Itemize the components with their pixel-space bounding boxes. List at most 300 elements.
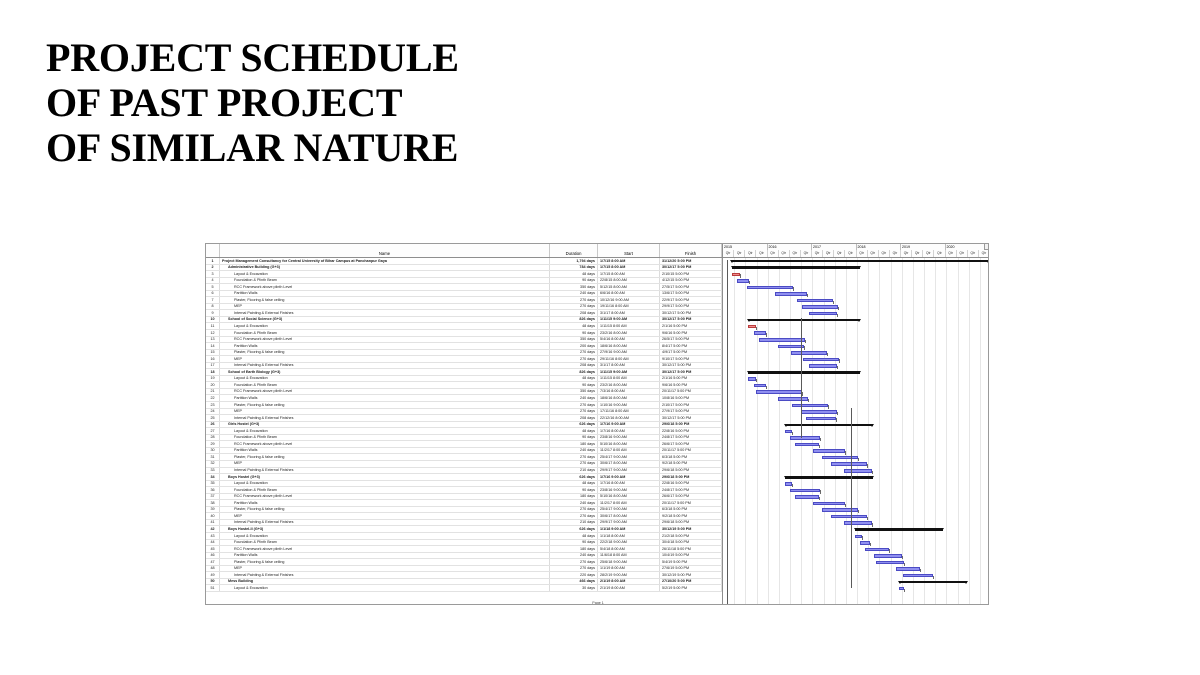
task-start-cell: 1/11/15 8:00 AM [598, 323, 660, 329]
task-id-cell: 21 [206, 389, 220, 395]
task-finish-cell: 29/9/17 5:00 PM [660, 304, 722, 310]
task-duration-cell: 270 days [550, 507, 598, 513]
task-duration-cell: 180 days [550, 494, 598, 500]
task-id-cell: 27 [206, 428, 220, 434]
timescale-quarter-label: Qtr [734, 250, 745, 257]
gantt-task-bar[interactable] [795, 495, 819, 499]
timescale-quarter-label: Qtr [768, 250, 779, 257]
task-duration-cell: 48 days [550, 376, 598, 382]
gantt-task-bar[interactable] [803, 358, 839, 362]
task-name-cell: MEP [220, 304, 550, 310]
task-start-cell: 1/7/16 9:00 AM [598, 474, 660, 480]
gantt-task-bar[interactable] [747, 286, 793, 290]
gantt-dependency-link [845, 451, 846, 454]
gantt-dependency-link [766, 333, 767, 336]
task-id-cell: 34 [206, 474, 220, 480]
task-id-cell: 50 [206, 579, 220, 585]
task-finish-cell: 24/8/17 5:00 PM [660, 435, 722, 441]
task-finish-cell: 24/8/17 5:00 PM [660, 487, 722, 493]
task-start-cell: 1/11/15 8:00 AM [598, 376, 660, 382]
task-id-cell: 25 [206, 415, 220, 421]
task-finish-cell: 27/9/17 5:00 PM [660, 409, 722, 415]
task-finish-cell: 30/12/17 5:00 PM [660, 265, 722, 271]
chart-gridline [745, 258, 746, 605]
timescale-quarter-label: Qtr [834, 250, 845, 257]
task-start-cell: 3/1/17 8:00 AM [598, 310, 660, 316]
task-finish-cell: 9/10/17 5:00 PM [660, 356, 722, 362]
gantt-task-bar[interactable] [822, 508, 858, 512]
gantt-summary-bar[interactable] [855, 528, 943, 531]
task-finish-cell: 2/1/16 5:00 PM [660, 376, 722, 382]
gantt-dependency-link [838, 307, 839, 310]
gantt-summary-spine [727, 260, 728, 604]
gantt-task-bar[interactable] [797, 299, 833, 303]
chart-gridline [868, 258, 869, 605]
task-name-cell: Layout & Excavation [220, 533, 550, 539]
task-name-cell: Internal Painting & External Finishes [220, 468, 550, 474]
task-duration-cell: 90 days [550, 487, 598, 493]
chart-gridline [902, 258, 903, 605]
chart-gridline [891, 258, 892, 605]
task-id-cell: 16 [206, 356, 220, 362]
gantt-dependency-link [792, 484, 793, 487]
chart-gridline [913, 258, 914, 605]
task-finish-cell: 9/2/18 5:00 PM [660, 461, 722, 467]
task-start-cell: 5/10/16 8:00 AM [598, 494, 660, 500]
task-duration-cell: 220 days [550, 572, 598, 578]
task-name-cell: MEP [220, 513, 550, 519]
task-start-cell: 11/6/18 8:00 AM [598, 553, 660, 559]
timescale-quarter-label: Qtr [823, 250, 834, 257]
task-name-cell: MEP [220, 409, 550, 415]
task-start-cell: 5/4/18 8:00 AM [598, 546, 660, 552]
task-finish-cell: 20/11/17 5:00 PM [660, 448, 722, 454]
chart-gridline [812, 258, 813, 605]
gantt-dependency-link [833, 301, 834, 304]
gantt-dependency-link [820, 490, 821, 493]
task-name-cell: Plaster, Flooring & false ceiling [220, 559, 550, 565]
task-duration-cell: 350 days [550, 389, 598, 395]
task-start-cell: 19/11/16 8:00 AM [598, 304, 660, 310]
task-finish-cell: 8/4/17 5:00 PM [660, 343, 722, 349]
task-name-cell: MEP [220, 566, 550, 572]
timescale-year-label: 2015 [723, 244, 768, 250]
task-id-cell: 49 [206, 572, 220, 578]
task-start-cell: 23/8/16 9:00 AM [598, 487, 660, 493]
task-name-cell: RCC Framework above plinth Level [220, 546, 550, 552]
task-id-cell: 18 [206, 369, 220, 375]
task-id-cell: 22 [206, 395, 220, 401]
task-duration-cell: 240 days [550, 553, 598, 559]
chart-gridline [946, 258, 947, 605]
task-duration-cell: 626 days [550, 422, 598, 428]
task-start-cell: 5/10/16 8:00 AM [598, 441, 660, 447]
task-start-cell: 1/7/15 8:00 AM [598, 265, 660, 271]
task-start-cell: 29/9/17 9:00 AM [598, 520, 660, 526]
task-id-cell: 4 [206, 278, 220, 284]
task-finish-cell: 26/11/18 5:00 PM [660, 546, 722, 552]
gantt-summary-bar[interactable] [732, 266, 860, 269]
task-finish-cell: 2/10/15 5:00 PM [660, 271, 722, 277]
column-header-finish: Finish [660, 244, 722, 257]
task-duration-cell: 270 days [550, 409, 598, 415]
page-title-line: PROJECT SCHEDULE [46, 35, 459, 80]
task-start-cell: 18/6/16 8:00 AM [598, 343, 660, 349]
task-duration-cell: 48 days [550, 323, 598, 329]
chart-gridline [757, 258, 758, 605]
task-finish-cell: 6/3/18 5:00 PM [660, 507, 722, 513]
task-finish-cell: 9/6/16 5:00 PM [660, 330, 722, 336]
gantt-dependency-link [837, 314, 838, 317]
task-id-cell: 29 [206, 441, 220, 447]
task-name-cell: Internal Painting & External Finishes [220, 310, 550, 316]
task-id-cell: 26 [206, 422, 220, 428]
task-id-cell: 47 [206, 559, 220, 565]
gantt-dependency-link [808, 399, 809, 402]
timescale-quarter-label: Qtr [857, 250, 868, 257]
gantt-task-bar[interactable] [860, 541, 870, 545]
task-finish-cell: 26/5/17 5:00 PM [660, 337, 722, 343]
task-name-cell: Mess Building [220, 579, 550, 585]
task-id-cell: 48 [206, 566, 220, 572]
task-name-cell: RCC Framework above plinth Level [220, 389, 550, 395]
task-id-cell: 42 [206, 526, 220, 532]
task-finish-cell: 27/5/17 5:00 PM [660, 284, 722, 290]
task-finish-cell: 30/12/17 5:00 PM [660, 415, 722, 421]
task-name-cell: Foundation & Plinth Beam [220, 382, 550, 388]
task-id-cell: 32 [206, 461, 220, 467]
task-finish-cell: 2/1/16 5:00 PM [660, 323, 722, 329]
task-start-cell: 29/11/16 8:00 AM [598, 356, 660, 362]
gantt-task-bar[interactable] [791, 351, 827, 355]
task-id-cell: 7 [206, 297, 220, 303]
timescale-quarter-label: Qtr [901, 250, 912, 257]
task-start-cell: 1/11/15 9:00 AM [598, 317, 660, 323]
task-name-cell: Foundation & Plinth Beam [220, 330, 550, 336]
task-start-cell: 17/11/16 8:00 AM [598, 409, 660, 415]
page-title [46, 36, 686, 170]
gantt-dependency-link [756, 379, 757, 382]
gantt-summary-spine [801, 318, 802, 438]
task-id-cell: 36 [206, 487, 220, 493]
gantt-task-bar[interactable] [748, 377, 756, 381]
chart-gridline [846, 258, 847, 605]
task-start-cell: 18/6/16 8:00 AM [598, 395, 660, 401]
task-name-cell: Plaster, Flooring & false ceiling [220, 402, 550, 408]
task-id-cell: 43 [206, 533, 220, 539]
task-name-cell: Plaster, Flooring & false ceiling [220, 297, 550, 303]
timescale-quarter-label: Qtr [779, 250, 790, 257]
task-start-cell: 1/7/16 8:00 AM [598, 428, 660, 434]
task-duration-cell: 48 days [550, 533, 598, 539]
task-name-cell: MEP [220, 461, 550, 467]
chart-gridline [857, 258, 858, 605]
gantt-dependency-link [845, 504, 846, 507]
gantt-task-bar[interactable] [876, 561, 904, 565]
task-name-cell: RCC Framework above plinth Level [220, 337, 550, 343]
task-duration-cell: 466 days [550, 579, 598, 585]
gantt-bars-area [722, 258, 989, 605]
task-name-cell: Foundation & Plinth Beam [220, 540, 550, 546]
task-id-cell: 6 [206, 291, 220, 297]
gantt-task-bar[interactable] [737, 279, 749, 283]
column-header-duration: Duration [550, 244, 598, 257]
timescale-quarter-label: Qtr [957, 250, 968, 257]
task-finish-cell: 20/11/17 5:00 PM [660, 500, 722, 506]
page-title-line: OF SIMILAR NATURE [46, 124, 459, 170]
task-name-cell: Plaster, Flooring & false ceiling [220, 350, 550, 356]
task-id-cell: 20 [206, 382, 220, 388]
gantt-dependency-link [904, 563, 905, 566]
task-name-cell: Partition Walls [220, 343, 550, 349]
task-duration-cell: 626 days [550, 526, 598, 532]
task-id-cell: 45 [206, 546, 220, 552]
task-id-cell: 23 [206, 402, 220, 408]
task-name-cell: Boys Hostel-II (G+3) [220, 526, 550, 532]
task-duration-cell: 826 days [550, 369, 598, 375]
task-id-cell: 14 [206, 343, 220, 349]
chart-gridline [835, 258, 836, 605]
gantt-task-bar[interactable] [754, 384, 766, 388]
task-finish-cell: 21/2/18 5:00 PM [660, 533, 722, 539]
task-name-cell: Layout & Excavation [220, 376, 550, 382]
task-duration-cell: 210 days [550, 520, 598, 526]
task-duration-cell: 270 days [550, 566, 598, 572]
task-start-cell: 6/6/16 8:00 AM [598, 291, 660, 297]
task-finish-cell: 20/11/17 5:00 PM [660, 389, 722, 395]
gantt-task-bar[interactable] [831, 515, 867, 519]
timescale-quarter-label: Qtr [912, 250, 923, 257]
gantt-dependency-link [902, 556, 903, 559]
task-name-cell: Foundation & Plinth Beam [220, 278, 550, 284]
task-duration-cell: 270 days [550, 350, 598, 356]
task-finish-cell: 9/6/16 5:00 PM [660, 382, 722, 388]
gantt-task-bar[interactable] [759, 338, 805, 342]
gantt-dependency-link [827, 353, 828, 356]
task-name-cell: Administrative Building (G+3) [220, 265, 550, 271]
task-id-cell: 11 [206, 323, 220, 329]
task-finish-cell: 5/2/19 5:00 PM [660, 585, 722, 591]
gantt-summary-bar[interactable] [731, 260, 989, 263]
gantt-task-bar[interactable] [748, 325, 756, 329]
gantt-dependency-link [820, 438, 821, 441]
task-duration-cell: 350 days [550, 284, 598, 290]
task-finish-cell: 29/6/18 5:00 PM [660, 422, 722, 428]
gantt-task-bar[interactable] [844, 521, 872, 525]
task-id-cell: 46 [206, 553, 220, 559]
task-name-cell: Plaster, Flooring & false ceiling [220, 507, 550, 513]
chart-gridline [969, 258, 970, 605]
gantt-summary-bar[interactable] [899, 581, 967, 584]
gantt-task-bar[interactable] [801, 410, 837, 414]
task-id-cell: 31 [206, 454, 220, 460]
gantt-summary-bar[interactable] [785, 476, 873, 479]
task-finish-cell: 22/8/16 5:00 PM [660, 428, 722, 434]
task-duration-cell: 208 days [550, 363, 598, 369]
task-finish-cell: 31/12/20 5:00 PM [660, 258, 722, 264]
timescale-quarter-label: Qtr [890, 250, 901, 257]
gantt-task-bar[interactable] [790, 436, 820, 440]
task-start-cell: 5/4/16 8:00 AM [598, 337, 660, 343]
timescale-quarter-label: Qtr [845, 250, 856, 257]
task-start-cell: 27/9/16 9:00 AM [598, 350, 660, 356]
task-start-cell: 25/4/17 9:00 AM [598, 507, 660, 513]
chart-gridline [779, 258, 780, 605]
timescale-year-label: 2020 [946, 244, 990, 250]
task-name-cell: School of Social Science (G+3) [220, 317, 550, 323]
task-finish-cell: 29/6/18 5:00 PM [660, 468, 722, 474]
task-name-cell: Layout & Excavation [220, 428, 550, 434]
task-finish-cell: 4/12/15 5:00 PM [660, 278, 722, 284]
task-finish-cell: 27/10/20 5:00 PM [660, 579, 722, 585]
gantt-dependency-link [749, 281, 750, 284]
task-start-cell: 25/4/17 9:00 AM [598, 454, 660, 460]
gantt-task-bar[interactable] [855, 535, 862, 539]
gantt-summary-bar[interactable] [748, 371, 860, 374]
gantt-task-bar[interactable] [778, 397, 808, 401]
timescale-quarter-label: Qtr [979, 250, 989, 257]
gantt-task-bar[interactable] [809, 364, 837, 368]
timescale-quarter-label: Qtr [968, 250, 979, 257]
task-id-cell: 41 [206, 520, 220, 526]
task-finish-cell: 22/8/16 5:00 PM [660, 481, 722, 487]
task-duration-cell: 270 days [550, 454, 598, 460]
gantt-task-bar[interactable] [775, 292, 807, 296]
task-duration-cell: 270 days [550, 559, 598, 565]
gantt-task-bar[interactable] [795, 443, 819, 447]
gantt-task-bar[interactable] [802, 305, 838, 309]
task-table [206, 258, 722, 592]
task-id-cell: 8 [206, 304, 220, 310]
chart-gridline [980, 258, 981, 605]
gantt-task-bar[interactable] [813, 502, 845, 506]
timescale-year-label: 2017 [812, 244, 857, 250]
gantt-task-bar[interactable] [785, 482, 792, 486]
task-finish-cell: 6/3/18 5:00 PM [660, 454, 722, 460]
task-id-cell: 40 [206, 513, 220, 519]
gantt-dependency-link [872, 523, 873, 526]
task-start-cell: 22/12/16 8:00 AM [598, 415, 660, 421]
gantt-dependency-link [793, 287, 794, 290]
task-id-cell: 19 [206, 376, 220, 382]
gantt-dependency-link [740, 274, 741, 277]
task-duration-cell: 240 days [550, 448, 598, 454]
gantt-task-bar[interactable] [822, 456, 858, 460]
task-start-cell: 1/7/16 8:00 AM [598, 481, 660, 487]
gantt-task-bar[interactable] [732, 273, 740, 277]
gantt-task-bar[interactable] [785, 430, 792, 434]
table-row[interactable] [206, 585, 722, 592]
task-duration-cell: 270 days [550, 297, 598, 303]
task-start-cell: 10/12/16 9:00 AM [598, 297, 660, 303]
task-start-cell: 1/11/15 9:00 AM [598, 369, 660, 375]
gantt-task-bar[interactable] [896, 567, 920, 571]
task-duration-cell: 270 days [550, 513, 598, 519]
timescale-quarter-label: Qtr [923, 250, 934, 257]
task-finish-cell: 2/10/17 5:00 PM [660, 402, 722, 408]
gantt-dependency-link [792, 432, 793, 435]
task-id-cell: 10 [206, 317, 220, 323]
task-name-cell: Foundation & Plinth Beam [220, 435, 550, 441]
task-start-cell: 25/6/18 9:00 AM [598, 559, 660, 565]
task-id-cell: 12 [206, 330, 220, 336]
task-id-cell: 39 [206, 507, 220, 513]
gantt-task-bar[interactable] [865, 548, 889, 552]
task-duration-cell: 784 days [550, 265, 598, 271]
task-duration-cell: 200 days [550, 343, 598, 349]
task-name-cell: Layout & Excavation [220, 323, 550, 329]
task-name-cell: Internal Painting & External Finishes [220, 520, 550, 526]
gantt-task-bar[interactable] [813, 449, 845, 453]
task-start-cell: 5/12/15 8:00 AM [598, 284, 660, 290]
timescale-quarter-label: Qtr [934, 250, 945, 257]
task-finish-cell: 10/8/16 5:00 PM [660, 395, 722, 401]
timescale-year-label: 2018 [857, 244, 902, 250]
gantt-task-bar[interactable] [756, 390, 802, 394]
task-name-cell: MEP [220, 356, 550, 362]
timescale-quarter-label: Qtr [756, 250, 767, 257]
timescale-quarter-label: Qtr [801, 250, 812, 257]
task-id-cell: 51 [206, 585, 220, 591]
gantt-task-bar[interactable] [831, 462, 867, 466]
task-start-cell: 1/10/16 9:00 AM [598, 402, 660, 408]
task-duration-cell: 90 days [550, 330, 598, 336]
task-duration-cell: 270 days [550, 356, 598, 362]
gantt-dependency-link [858, 458, 859, 461]
gantt-dependency-link [889, 549, 890, 552]
gantt-task-bar[interactable] [806, 417, 836, 421]
task-duration-cell: 90 days [550, 540, 598, 546]
chart-gridline [924, 258, 925, 605]
task-name-cell: Plaster, Flooring & false ceiling [220, 454, 550, 460]
gantt-summary-bar[interactable] [748, 319, 860, 322]
task-id-cell: 13 [206, 337, 220, 343]
gantt-dependency-link [819, 497, 820, 500]
task-finish-cell: 26/6/17 5:00 PM [660, 441, 722, 447]
task-duration-cell: 270 days [550, 304, 598, 310]
timescale-quarter-label: Qtr [745, 250, 756, 257]
task-name-cell: Layout & Excavation [220, 481, 550, 487]
gantt-dependency-link [802, 392, 803, 395]
task-id-cell: 44 [206, 540, 220, 546]
task-finish-cell: 27/6/19 5:00 PM [660, 566, 722, 572]
task-name-cell: Layout & Excavation [220, 271, 550, 277]
gantt-task-bar[interactable] [792, 404, 828, 408]
table-header-row [206, 244, 722, 258]
task-duration-cell: 90 days [550, 382, 598, 388]
gantt-task-bar[interactable] [903, 574, 933, 578]
gantt-task-bar[interactable] [809, 312, 837, 316]
task-duration-cell: 48 days [550, 428, 598, 434]
task-id-cell: 3 [206, 271, 220, 277]
gantt-task-bar[interactable] [874, 554, 902, 558]
gantt-summary-spine [851, 408, 852, 588]
gantt-dependency-link [828, 405, 829, 408]
gantt-summary-bar[interactable] [785, 424, 873, 427]
gantt-dependency-link [805, 340, 806, 343]
scroll-corner[interactable] [984, 244, 989, 250]
gantt-task-bar[interactable] [844, 469, 872, 473]
task-name-cell: Layout & Excavation [220, 585, 550, 591]
gantt-dependency-link [867, 517, 868, 520]
gantt-task-bar[interactable] [790, 489, 820, 493]
gantt-dependency-link [766, 386, 767, 389]
task-start-cell: 1/7/15 8:00 AM [598, 271, 660, 277]
gantt-task-bar[interactable] [754, 331, 766, 335]
chart-gridline [879, 258, 880, 605]
task-name-cell: Partition Walls [220, 448, 550, 454]
task-finish-cell: 30/4/18 5:00 PM [660, 540, 722, 546]
